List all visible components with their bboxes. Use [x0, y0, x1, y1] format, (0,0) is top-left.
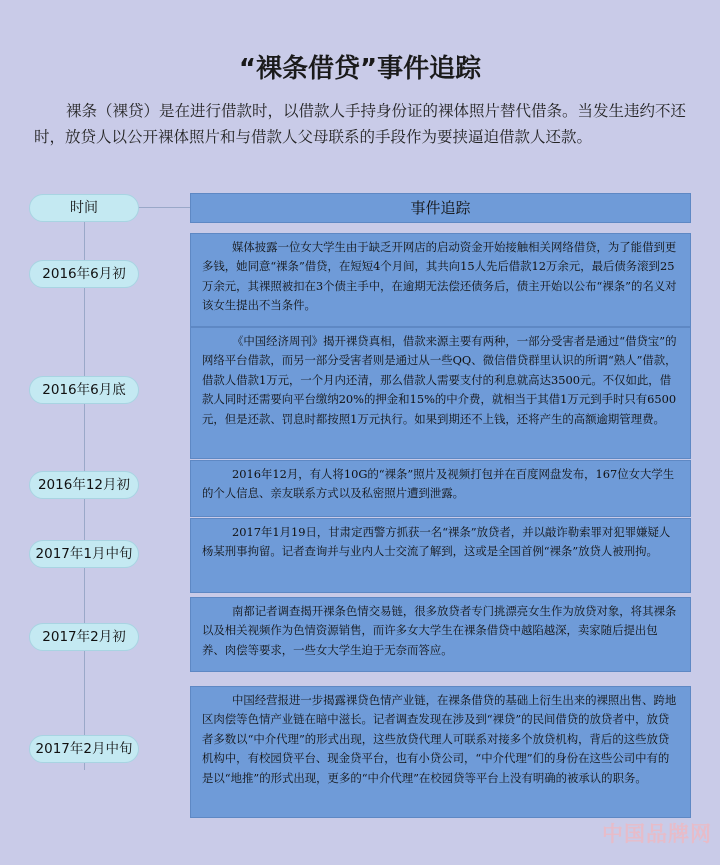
event-date-6: 2017年2月中旬 — [29, 735, 139, 763]
event-text-3: 2016年12月，有人将10G的“裸条”照片及视频打包并在百度网盘发布，167位女大学生的个人信息、亲友联系方式以及私密照片遭到泄露。 — [190, 460, 691, 517]
events-column-header: 事件追踪 — [190, 193, 691, 223]
event-text-2: 《中国经济周刊》揭开裸贷真相，借款来源主要有两种，一部分受害者是通过“借贷宝”的网络平台借款，而另一部分受害者则是通过从一些QQ、微信借贷群里认识的所谓“熟人”借款，借款人借款1万元，一个月内还清，那么借款人需要支付的利息就高达3500元。不仅如此，借款人同时还需要向平台缴纳20%的押金和15%的中介费，就相当于其借1万元到手时只有6500元，但是还款、罚息时都按照1万元执行。如果到期还不上钱，还将产生的高额逾期管理费。 — [190, 327, 691, 459]
page-title: “裸条借贷”事件追踪 — [238, 54, 482, 84]
event-date-1: 2016年6月初 — [29, 260, 139, 288]
event-date-5: 2017年2月初 — [29, 623, 139, 651]
event-date-3: 2016年12月初 — [29, 471, 139, 499]
time-column-header: 时间 — [29, 194, 139, 222]
event-date-4: 2017年1月中旬 — [29, 540, 139, 568]
event-text-6: 中国经营报进一步揭露裸贷色情产业链，在裸条借贷的基础上衍生出来的裸照出售、跨地区肉偿等色情产业链在暗中滋长。记者调查发现在涉及到“裸贷”的民间借贷的放贷者中，放贷者多数以“中介代理”的形式出现，这些放贷代理人可联系对接多个放贷机构，背后的这些放贷机构中，有校园贷平台、现金贷平台，也有小贷公司，“中介代理”们的身份在这些公司中有的是以“地推”的形式出现，更多的“中介代理”在校园贷等平台上没有明确的被承认的职务。 — [190, 686, 691, 818]
event-text-1: 媒体披露一位女大学生由于缺乏开网店的启动资金开始接触相关网络借贷，为了能借到更多钱，她同意“裸条”借贷，在短短4个月间，其共向15人先后借款12万余元，最后债务滚到25万余元，其裸照被扣在3个债主手中，在逾期无法偿还债务后，债主开始以公布“裸条”的名义对该女生提出不当条件。 — [190, 233, 691, 327]
watermark: 中国品牌网 — [602, 822, 712, 846]
event-text-5: 南都记者调查揭开裸条色情交易链，很多放贷者专门挑漂亮女生作为放贷对象，将其裸条以及相关视频作为色情资源销售，而许多女大学生在裸条借贷中越陷越深，卖家随后提出包养、肉偿等要求，一些女大学生迫于无奈而答应。 — [190, 597, 691, 672]
event-date-2: 2016年6月底 — [29, 376, 139, 404]
intro-paragraph: 裸条（裸贷）是在进行借款时，以借款人手持身份证的裸体照片替代借条。当发生违约不还时，放贷人以公开裸体照片和与借款人父母联系的手段作为要挟逼迫借款人还款。 — [34, 102, 687, 146]
event-text-4: 2017年1月19日，甘肃定西警方抓获一名“裸条”放贷者，并以敲诈勒索罪对犯罪嫌疑人杨某刑事拘留。记者查询并与业内人士交流了解到，这或是全国首例“裸条”放贷人被刑拘。 — [190, 518, 691, 593]
